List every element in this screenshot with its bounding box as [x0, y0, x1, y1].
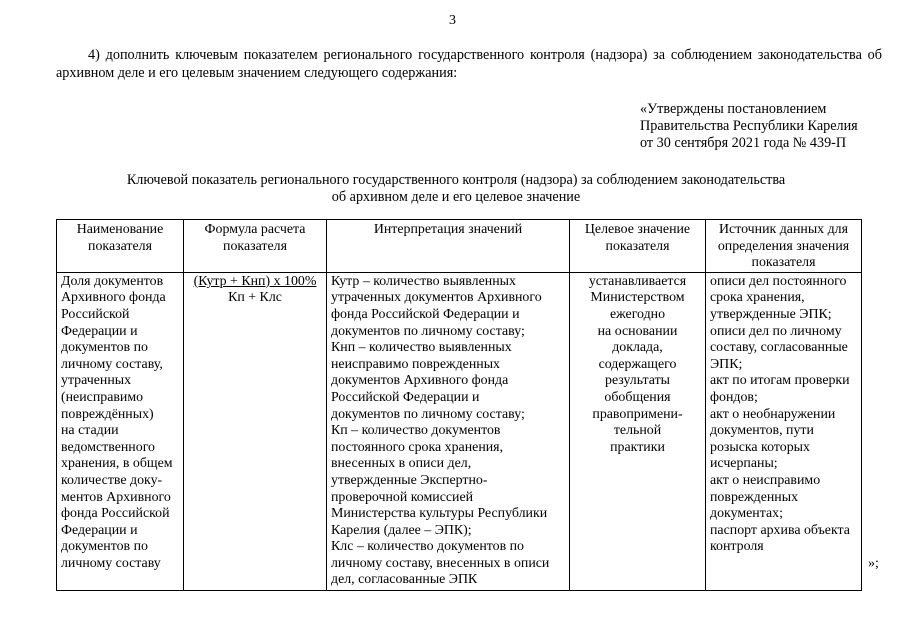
cell-formula	[184, 272, 327, 590]
target-value-line: практики	[610, 439, 665, 455]
approval-line-2: Правительства Республики Карелия	[640, 118, 858, 134]
data-source-line: акт по итогам проверки	[710, 373, 850, 389]
header-indicator-name: Наименование показателя	[57, 220, 184, 273]
approval-line-1: «Утверждены постановлением	[640, 101, 827, 117]
indicator-name-line: личному составу	[61, 555, 161, 571]
data-source-line: срока хранения,	[710, 290, 805, 306]
cell-target-value	[570, 272, 706, 590]
interpretation-line: утраченных документов Архивного	[331, 290, 542, 306]
indicator-name-line: ведомственного	[61, 439, 155, 455]
cell-data-source	[706, 272, 862, 590]
interpretation-line: документов по личному составу;	[331, 406, 525, 422]
interpretation-line: документов Архивного фонда	[331, 373, 509, 389]
indicator-name-line: Архивного фонда	[61, 290, 166, 306]
interpretation-line: проверочной комиссией	[331, 489, 474, 505]
target-value-line: ежегодно	[609, 306, 666, 322]
interpretation-line: Карелия (далее – ЭПК);	[331, 522, 472, 538]
indicator-name-line: утраченных	[61, 373, 132, 389]
indicator-name-line: повреждённых)	[61, 406, 154, 422]
table-title-line-1: Ключевой показатель регионального государственного контроля (надзора) за соблюдением законодательства	[126, 172, 786, 188]
indicator-name-line: документов по	[61, 340, 148, 356]
approval-line-3: от 30 сентября 2021 года № 439-П	[640, 135, 847, 151]
data-source-line: описи дел постоянного	[710, 273, 847, 289]
target-value-line: правопримени-	[592, 406, 683, 422]
indicator-name-line: хранения, в общем	[61, 456, 173, 472]
data-source-line: исчерпаны;	[710, 456, 778, 472]
interpretation-line: постоянного срока хранения,	[331, 439, 504, 455]
target-value-line: Министерством	[590, 290, 685, 306]
indicator-name-line: Федерации и	[61, 323, 138, 339]
target-value-line: устанавливается	[588, 273, 687, 289]
interpretation-line: Клс – количество документов по	[331, 539, 524, 555]
header-interpretation: Интерпретация значений	[327, 220, 570, 273]
approval-stamp-text	[640, 101, 890, 152]
data-source-line: акт о неисправимо	[710, 472, 821, 488]
page-number: 3	[449, 13, 456, 28]
interpretation-line: документов по личному составу;	[331, 323, 525, 339]
formula-denominator: Кп + Клс	[228, 290, 282, 306]
data-source-line: документов, пути	[710, 423, 814, 439]
interpretation-line: дел, согласованные ЭПК	[331, 572, 478, 588]
target-value-line: тельной	[613, 423, 662, 439]
target-value-line: обобщения	[604, 389, 671, 405]
header-target-value: Целевое значение показателя	[570, 220, 706, 273]
interpretation-line: утвержденные Экспертно-	[331, 472, 488, 488]
interpretation-line: Российской Федерации и	[331, 389, 480, 405]
indicator-name-line: количестве доку-	[61, 472, 163, 488]
paragraph-line-1: 4) дополнить ключевым показателем регионального государственного контроля (надзора) за соблюдением	[88, 47, 753, 63]
indicator-name-line: на стадии	[61, 423, 119, 439]
data-source-line: контроля	[710, 539, 764, 555]
interpretation-line: Кп – количество документов	[331, 423, 501, 439]
indicator-name-line: Федерации и	[61, 522, 138, 538]
data-source-line: ЭПК;	[710, 356, 743, 372]
indicator-name-line: Российской	[61, 306, 130, 322]
data-source-line: паспорт архива объекта	[710, 522, 850, 538]
closing-quote-mark: »;	[868, 556, 879, 571]
indicator-name-line: (неисправимо	[61, 389, 144, 405]
table-header-row	[57, 220, 862, 273]
target-value-line: результаты	[605, 373, 670, 389]
data-source-line: документах;	[710, 506, 783, 522]
target-value-line: содержащего	[598, 356, 677, 372]
target-value-line: доклада,	[612, 340, 663, 356]
table-title-line-2: об архивном деле и его целевое значение	[331, 189, 581, 205]
data-source-line: розыска которых	[710, 439, 810, 455]
interpretation-line: внесенных в описи дел,	[331, 456, 472, 472]
target-value-line: на основании	[597, 323, 678, 339]
indicator-name-line: фонда Российской	[61, 506, 170, 522]
data-source-line: описи дел по личному	[710, 323, 842, 339]
data-source-line: утвержденные ЭПК;	[710, 306, 832, 322]
data-source-line: фондов;	[710, 389, 758, 405]
interpretation-line: Министерства культуры Республики	[331, 506, 548, 522]
cell-indicator-name	[57, 272, 184, 590]
table-title	[56, 172, 856, 206]
indicator-name-line: личному составу,	[61, 356, 163, 372]
interpretation-line: Кутр – количество выявленных	[331, 273, 516, 289]
indicator-name-line: Доля документов	[61, 273, 164, 289]
table-row	[57, 272, 862, 590]
interpretation-line: неисправимо поврежденных	[331, 356, 500, 372]
formula-numerator: (Кутр + Кнп) x 100%	[193, 273, 317, 289]
indicator-name-line: документов по	[61, 539, 148, 555]
interpretation-line: Кнп – количество выявленных	[331, 340, 512, 356]
data-source-line: акт о необнаружении	[710, 406, 836, 422]
indicator-name-line: ментов Архивного	[61, 489, 171, 505]
interpretation-line: личному составу, внесенных в описи	[331, 555, 550, 571]
header-formula: Формула расчета показателя	[184, 220, 327, 273]
cell-interpretation	[327, 272, 570, 590]
data-source-line: поврежденных	[710, 489, 799, 505]
paragraph-line-2: законодательства об архивном деле и его целевым значением следующего содержания:	[56, 47, 882, 81]
data-source-line: составу, согласованные	[710, 340, 848, 356]
amendment-paragraph	[56, 46, 882, 82]
interpretation-line: фонда Российской Федерации и	[331, 306, 520, 322]
kpi-table	[56, 219, 862, 591]
header-data-source: Источник данных для определения значения показателя	[706, 220, 862, 273]
